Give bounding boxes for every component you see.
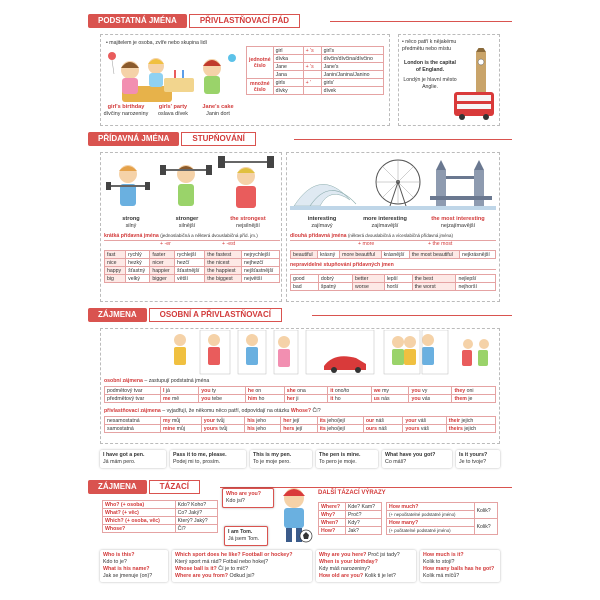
plus-est: + -est <box>222 241 236 247</box>
sentence-4: The pen is mine. To pero je moje. <box>316 450 378 468</box>
sec2-header <box>88 132 256 146</box>
sec3-title: OSOBNÍ A PŘIVLASTŇOVACÍ <box>149 308 282 322</box>
personal-pronouns-heading: osobní zájmena – zastupují podstatná jména <box>104 378 210 384</box>
example-box-2: Which sport does he like? Football or hockey? Který sport má rád? Fotbal nebo hokej? Whose ball is it? Čí je to míč? Where are you from? Odkud jsi? <box>172 550 312 582</box>
table-row: Whose? Čí? <box>103 525 218 533</box>
speech-bubble-who-are-you: Who are you? Kdo jsi? <box>222 488 274 508</box>
sec1-right-bullet: • něco patří k nějakému předmětu nebo místu <box>402 39 457 52</box>
table-row: samostatná mine můj yours tvůj his jeho hers její its jeho/její ours náš yours váš theirs jejich <box>105 425 496 433</box>
sec3-header <box>88 308 282 322</box>
irregular-heading: nepravidelné stupňování přídavných jmen <box>290 262 496 270</box>
table-row: big velký bigger větší the biggest největší <box>105 275 280 283</box>
sec4-title: TÁZACÍ <box>149 480 200 494</box>
sentence-2: Pass it to me, please. Podej mi to, prosím. <box>170 450 246 468</box>
plus-er: + -er <box>160 241 171 247</box>
question-words-table <box>102 500 218 533</box>
caption-girls-birthday: girl's birthday dívčiny narozeniny <box>103 104 149 117</box>
irregular-adj-table <box>290 274 496 291</box>
table-row: předmětový tvar me mě you tebe him ho her ji it ho us nás you vás them je <box>105 395 496 403</box>
genitive-table: jednotné číslo girl + 's girl's dívka dívčin/dívčina/dívčino Jane + 's Jane's Jana Janin/Janina/Janino množné číslo girls + ' girls' dívky dívek <box>246 46 384 95</box>
sec1-title: PŘIVLASTŇOVACÍ PÁD <box>189 14 300 28</box>
example-box-3: Why are you here? Proč jsi tady? When is your birthday? Kdy máš narozeniny? How old are you? Kolik ti je let? <box>316 550 416 582</box>
london-sentence: London is the capital of England. <box>404 60 456 73</box>
sec1-rule <box>330 21 512 22</box>
plural-label: množné číslo <box>247 79 274 95</box>
boy-with-ball-illustration <box>274 484 314 548</box>
singular-label: jednotné číslo <box>247 47 274 79</box>
table-row: Which? (+ osoba, věc) Který? Jaký? <box>103 517 218 525</box>
table-row: How many? Kolik? <box>387 519 498 527</box>
example-box-4: How much is it? Kolik to stojí? How many balls has he got? Kolik má míčů? <box>420 550 500 582</box>
caption-strongest: the strongest nejsilnější <box>230 216 266 229</box>
long-adj-table <box>290 250 496 259</box>
table-row: How much? Kolik? <box>387 503 498 511</box>
sec4-tag: ZÁJMENA <box>88 480 147 494</box>
landmarks-illustration <box>290 156 496 214</box>
weightlifters-illustration <box>106 156 276 214</box>
sec2-tag: PŘÍDAVNÁ JMÉNA <box>88 132 179 146</box>
table-row: Who? (+ osoba) Kdo? Koho? <box>103 501 218 509</box>
table-row: podmětový tvar I já you ty he on she ona it ono/to we my you vy they oni <box>105 387 496 395</box>
table-row: fast rychlý faster rychlejší the fastest nejrychlejší <box>105 251 280 259</box>
table-row: What? (+ věc) Co? Jaký? <box>103 509 218 517</box>
table-row: nesamostatná my můj your tvůj his jeho her její its jeho/její our náš your váš their jejich <box>105 417 496 425</box>
table-row: beautiful krásný more beautiful krásnější the most beautiful nejkrásnější <box>291 251 496 259</box>
table-row: Where? Kde? Kam? <box>319 503 382 511</box>
table-row: bad špatný worse horší the worst nejhorší <box>291 283 496 291</box>
london-sentence-cz: Londýn je hlavní město Anglie. <box>403 77 457 90</box>
caption-janes-cake: Jane's cake Janin dort <box>202 104 234 117</box>
possessive-pronouns-table <box>104 416 496 433</box>
caption-girls-party: girls' party oslava dívek <box>158 104 188 117</box>
table-row: When? Kdy? <box>319 519 382 527</box>
sec4-header <box>88 480 200 494</box>
caption-interesting: interesting zajímavý <box>307 216 337 229</box>
sec3-rule <box>312 315 512 316</box>
table-row: How? Jak? <box>319 527 382 535</box>
plus-more: + more <box>358 241 375 247</box>
table-row: Why? Proč? <box>319 511 382 519</box>
sec1-header <box>88 14 300 28</box>
big-ben-bus-illustration <box>452 48 496 120</box>
caption-more-interesting: more interesting zajímavější <box>363 216 407 229</box>
caption-stronger: stronger silnější <box>175 216 199 229</box>
long-adj-heading: dlouhá přídavná jména (některá dvouslabičná a víceslabičná přídavná jména) <box>290 232 496 241</box>
caption-most-interesting: the most interesting nejzajímavější <box>431 216 485 229</box>
sec2-rule <box>294 139 512 140</box>
possessive-pronouns-heading: přivlastňovací zájmena – vyjadřují, že někomu něco patří, odpovídají na otázku Whose? Čí? <box>104 408 321 414</box>
table-row: (+ počitatelné podstatné jméno) <box>387 527 498 535</box>
pronoun-people-illustration <box>104 330 498 378</box>
sec1-tag: PODSTATNÁ JMÉNA <box>88 14 187 28</box>
table-row: (+ nepočitatelné podstatné jméno) <box>387 511 498 519</box>
sec3-tag: ZÁJMENA <box>88 308 147 322</box>
sec2-title: STUPŇOVÁNÍ <box>181 132 255 146</box>
speech-bubble-i-am-tom: I am Tom. Já jsem Tom. <box>224 526 268 546</box>
other-question-words-left <box>318 502 382 535</box>
sentence-3: This is my pen. To je moje pero. <box>250 450 312 468</box>
short-adj-table <box>104 250 280 283</box>
caption-strong: strong silný <box>122 216 140 229</box>
sentence-5: What have you got? Co máš? <box>382 450 452 468</box>
table-row: happy šťastný happier šťastnější the happiest nejšťastnější <box>105 267 280 275</box>
other-question-words-title: DALŠÍ TÁZACÍ VÝRAZY <box>318 490 386 496</box>
example-box-1: Who is this? Kdo to je? What is his name? Jak se jmenuje (on)? <box>100 550 168 582</box>
table-row: nice hezký nicer hezčí the nicest nejhezčí <box>105 259 280 267</box>
personal-pronouns-table <box>104 386 496 403</box>
plus-most: + the most <box>428 241 453 247</box>
other-question-words-right <box>386 502 498 535</box>
sec1-bullet: • majitelem je osoba, zvíře nebo skupina lidí <box>106 40 208 46</box>
short-adj-heading: krátká přídavná jména (jednoslabičná a některá dvouslabičná příd. jm.) <box>104 232 280 241</box>
sentence-1: I have got a pen. Já mám pero. <box>100 450 166 468</box>
table-row: good dobrý better lepší the best nejlepší <box>291 275 496 283</box>
party-kids-illustration <box>104 48 242 104</box>
sentence-6: Is it yours? Je to tvoje? <box>456 450 500 468</box>
